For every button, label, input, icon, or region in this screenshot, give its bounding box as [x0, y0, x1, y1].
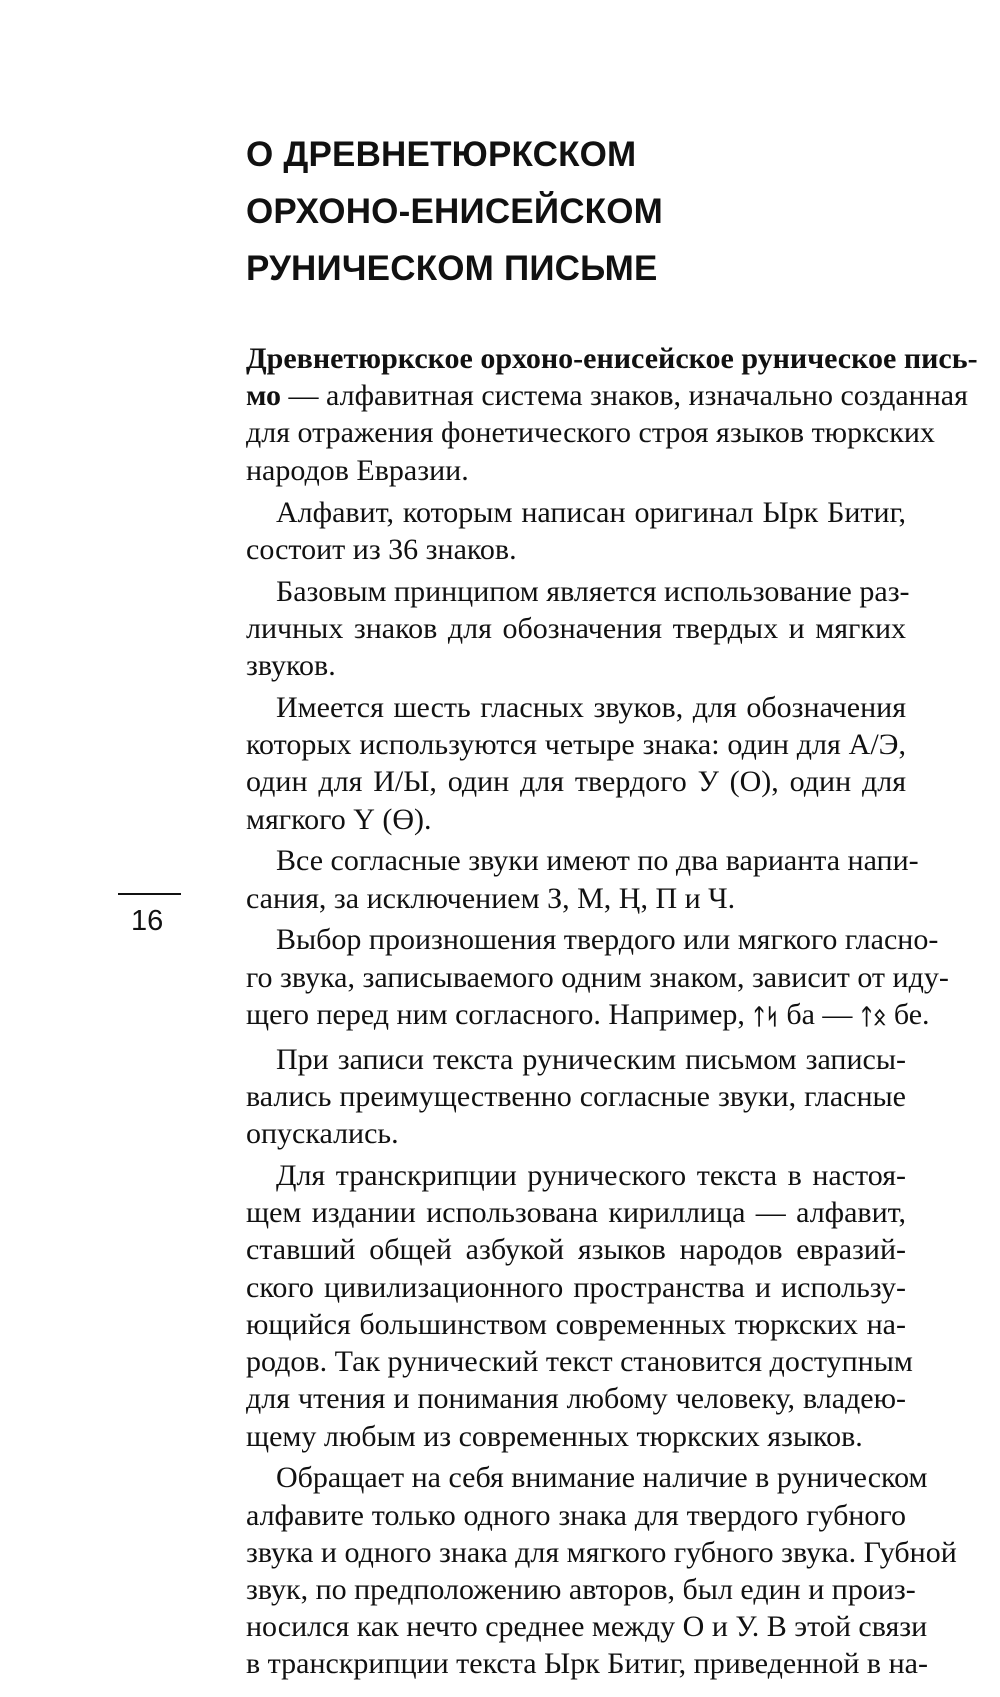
text-line: го звука, записываемого одним знаком, зависит от иду-	[246, 960, 949, 994]
paragraph	[246, 1041, 906, 1153]
paragraph	[246, 842, 919, 916]
paragraph	[246, 1157, 913, 1455]
text-line: звуков.	[246, 649, 336, 682]
text-line: щем издании использована кириллица — алфавит,	[246, 1196, 906, 1230]
text-line	[246, 377, 968, 414]
text-line: сания, за исключением З, М, Ң, П и Ч.	[246, 881, 736, 915]
text-line: ющийся большинством современных тюркских на-	[246, 1307, 906, 1341]
paragraph	[246, 1459, 957, 1682]
text-line: Имеется шесть гласных звуков, для обозначения	[276, 690, 906, 724]
text-line: вались преимущественно согласные звуки, гласные	[246, 1079, 906, 1113]
page-number-rule	[118, 893, 181, 895]
body-text	[246, 340, 978, 1687]
text-line: ставший общей азбукой языков народов евразий-	[246, 1233, 906, 1267]
chapter-title-line: ОРХОНО-ЕНИСЕЙСКОМ	[246, 192, 664, 231]
text-line: звука и одного знака для мягкого губного звука. Губной	[246, 1535, 957, 1569]
text-line: щему любым из современных тюркских языков.	[246, 1419, 863, 1453]
text-fragment: ба —	[786, 997, 853, 1031]
text-line	[246, 340, 978, 377]
paragraph	[246, 689, 906, 838]
text-line: При записи текста руническим письмом записы-	[276, 1042, 906, 1076]
paragraph	[246, 340, 978, 489]
text-line: народов Евразии.	[246, 453, 469, 487]
text-line: Обращает на себя внимание наличие в руническом	[276, 1461, 928, 1495]
text-line: для чтения и понимания любому человеку, владею-	[246, 1382, 906, 1416]
text-fragment: — алфавитная система знаков, изначально созданная	[281, 379, 968, 413]
bold-term: Древнетюркское орхоно-енисейское руническое пись-	[246, 342, 978, 375]
text-line: ского цивилизационного пространства и использу-	[246, 1270, 906, 1304]
text-line: личных знаков для обозначения твердых и мягких	[246, 611, 906, 645]
text-line: алфавите только одного знака для твердого губного	[246, 1498, 906, 1532]
rune-ba-glyph: ᛏᛋ	[752, 1004, 779, 1030]
text-line: один для И/Ы, один для твердого У (О), один для	[246, 765, 906, 799]
bold-term: мо	[246, 379, 282, 413]
text-line: мягкого Ү (Ө).	[246, 802, 432, 836]
paragraph	[246, 494, 906, 568]
text-line: которых используются четыре знака: один для А/Э,	[246, 728, 906, 762]
chapter-title-line: О ДРЕВНЕТЮРКСКОМ	[246, 135, 637, 174]
text-line: опускались.	[246, 1117, 399, 1151]
text-line: в транскрипции текста Ырк Битиг, приведенной в на-	[246, 1647, 928, 1681]
text-line: Выбор произношения твердого или мягкого гласно-	[276, 923, 939, 957]
text-line: звук, по предположению авторов, был един и произ-	[246, 1573, 916, 1606]
text-line: Для транскрипции рунического текста в настоя-	[276, 1159, 906, 1193]
chapter-title	[246, 126, 946, 297]
text-line: носился как нечто среднее между О и У. В этой связи	[246, 1610, 928, 1644]
rune-be-glyph: ᛏᛟ	[859, 1004, 887, 1030]
text-line: родов. Так рунический текст становится доступным	[246, 1345, 913, 1379]
text-fragment: бе.	[893, 997, 930, 1031]
text-line: Базовым принципом является использование раз-	[276, 574, 910, 608]
page-number: 16	[131, 905, 164, 937]
paragraph	[246, 573, 910, 685]
chapter-title-line: РУНИЧЕСКОМ ПИСЬМЕ	[246, 249, 658, 288]
text-line: Алфавит, которым написан оригинал Ырк Битиг,	[276, 495, 906, 529]
text-line	[246, 996, 930, 1036]
text-fragment: щего перед ним согласного. Например,	[246, 997, 745, 1031]
text-line: Все согласные звуки имеют по два варианта напи-	[276, 844, 919, 878]
text-line: состоит из 36 знаков.	[246, 532, 517, 566]
paragraph	[246, 921, 949, 1036]
text-line: для отражения фонетического строя языков тюркских	[246, 416, 935, 450]
